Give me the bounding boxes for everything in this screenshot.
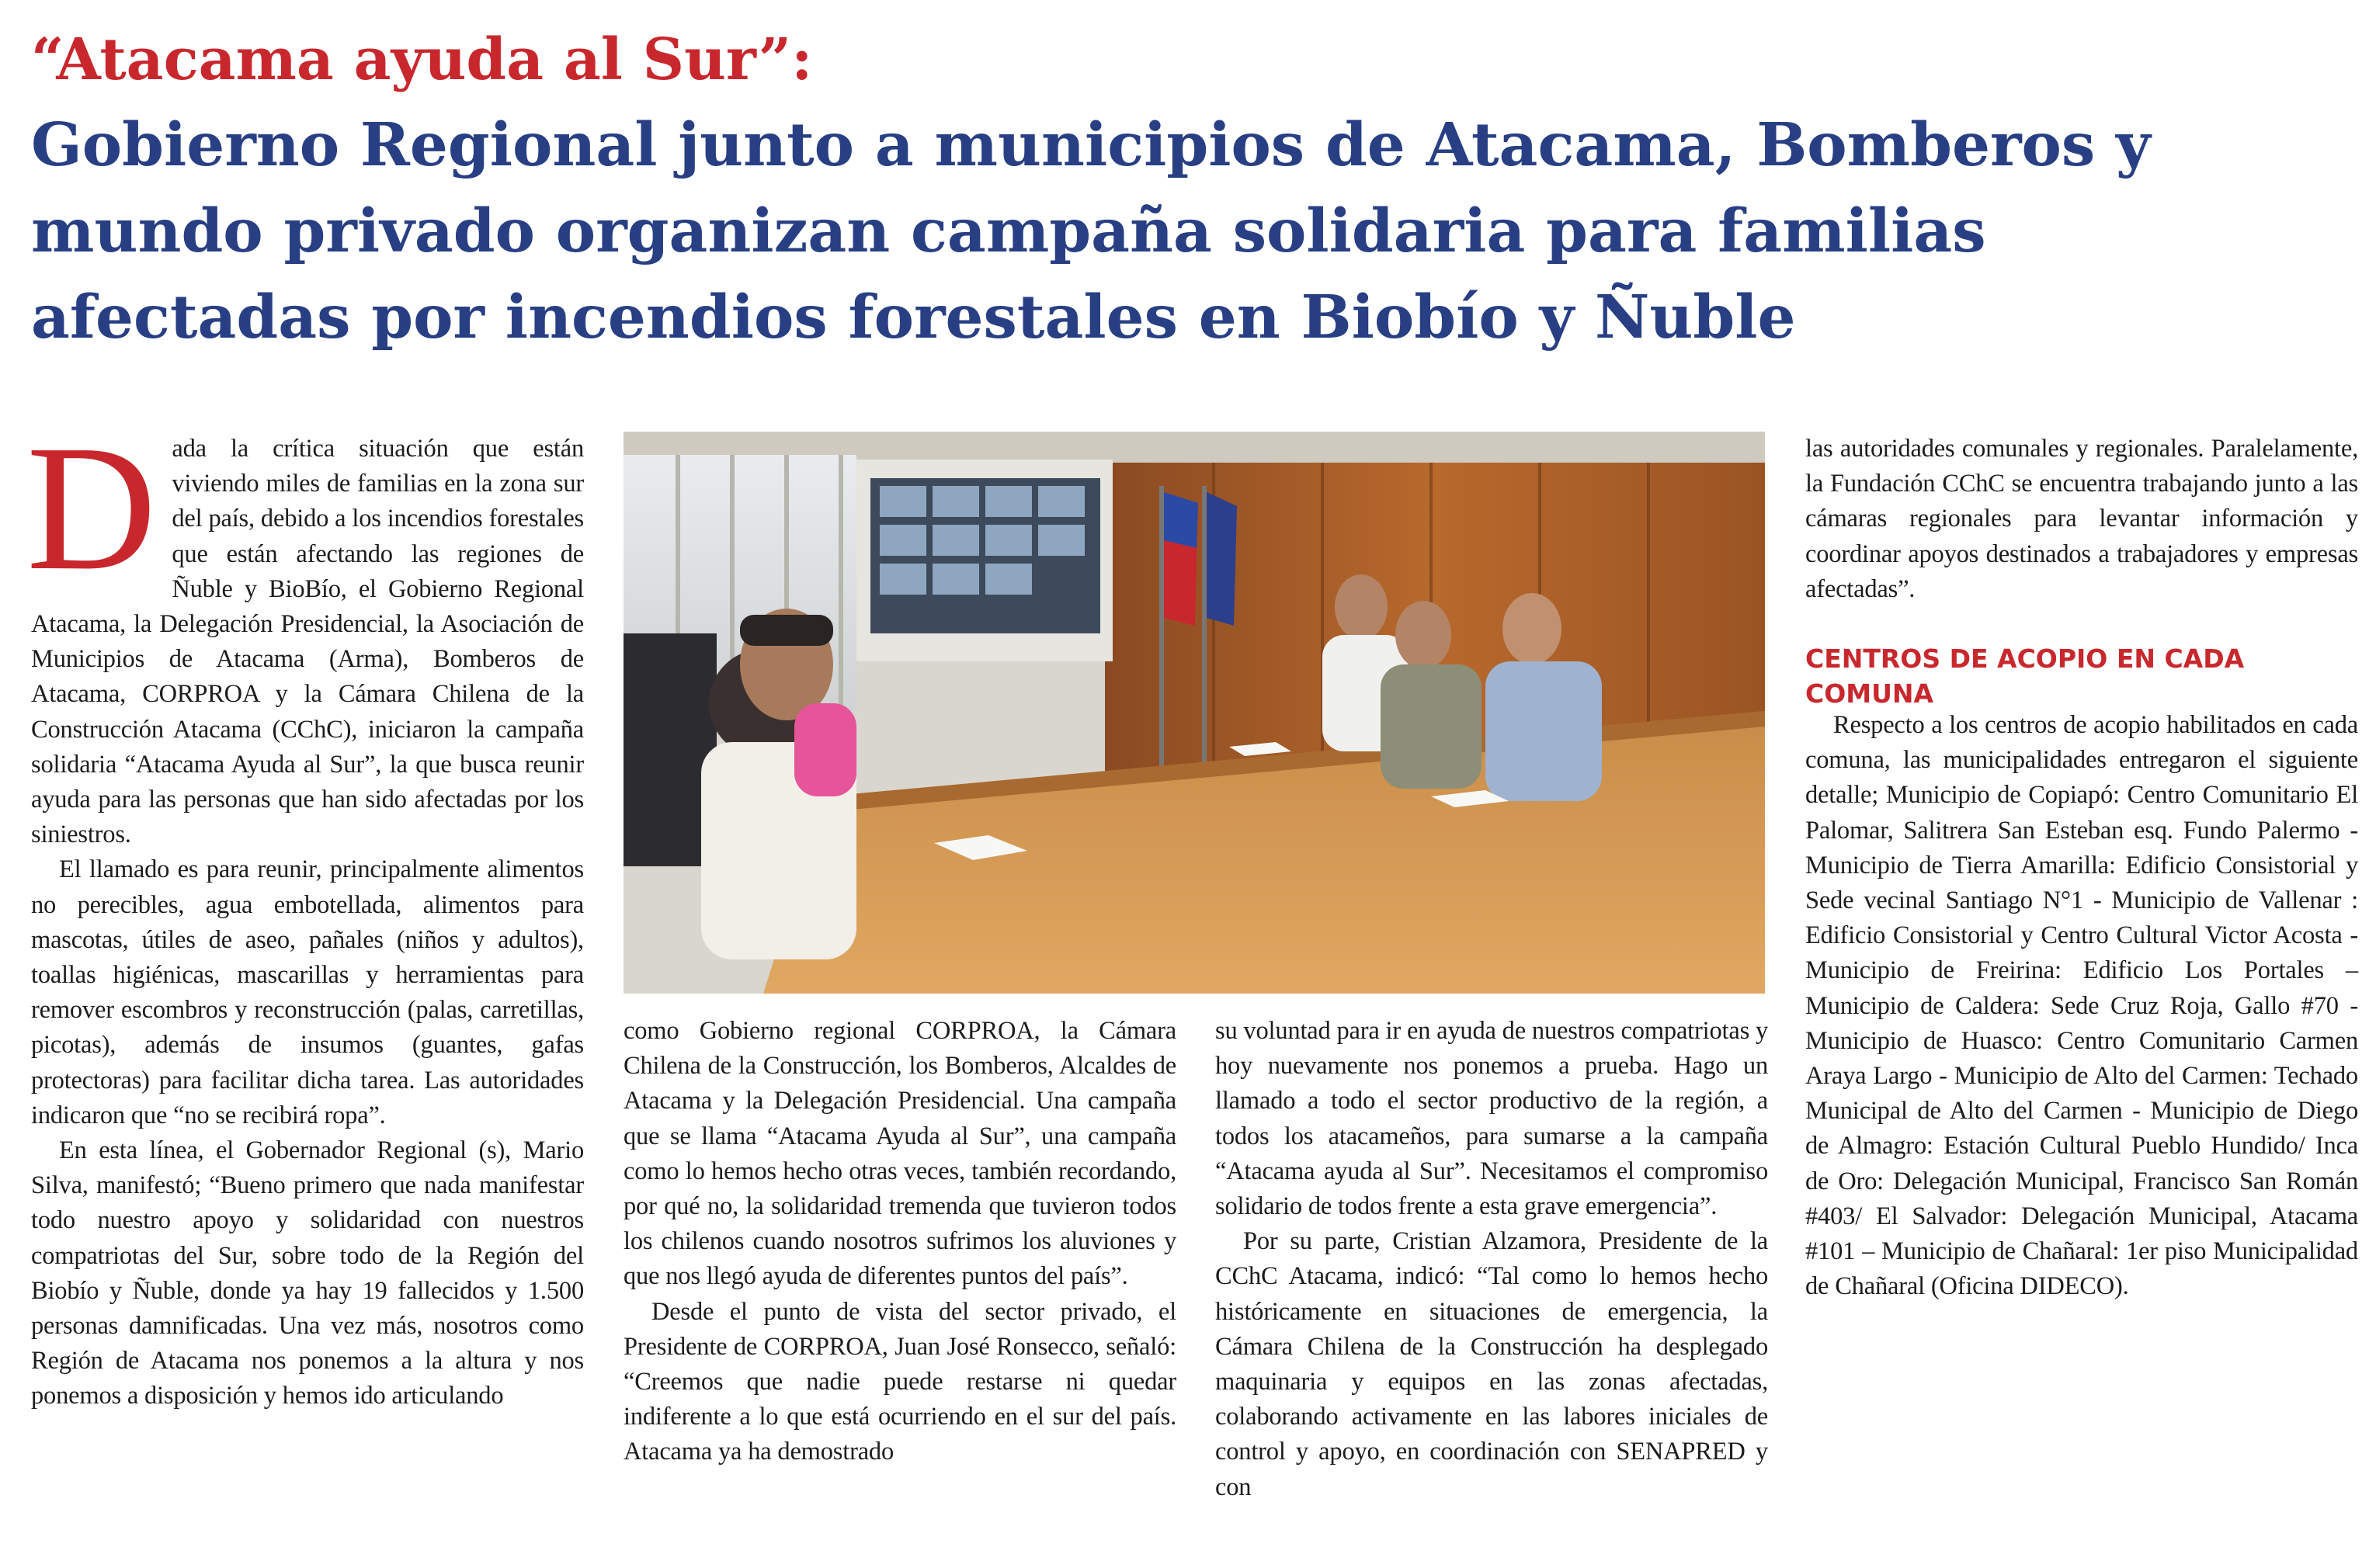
meeting-photo [624,432,1765,994]
cchc-quote-continued: las autoridades comunales y regionales. Paralelamente, la Fundación CChC se encuentra trabajando junto a las cámaras regionales para levantar información y coordinar apoyos destinados a trabajadores y empresas afectadas”. [1805,435,2358,603]
paragraph-collection-centers: Respecto a los centros de acopio habilitados en cada comuna, las municipalidades entregaron el siguiente detalle; Municipio de Copiapó: Centro Comunitario El Palomar, Salitrera San Esteban esq. Fundo Palermo - Municipio de Tierra Amarilla: Edificio Consistorial y Sede vecinal Santiago N°1 - Municipio de Vallenar : Edificio Consistorial y Centro Cultural Victor Acosta - Municipio de Freirina: Edificio Los Portales – Municipio de Caldera: Sede Cruz Roja, Gallo #70 - Municipio de Huasco: Centro Comunitario Carmen Araya Largo - Municipio de Alto del Carmen: Techado Municipal de Alto del Carmen - Municipio de Diego de Almagro: Estación Cultural Pueblo Hundido/ Inca de Oro: Delegación Municipal, Francisco San Román #403/ El Salvador: Delegación Municipal, Atacama #101 – Municipio de Chañaral: 1er piso Municipalidad de Chañaral (Oficina DIDECO). [1805,711,2358,1301]
governor-quote-continued: como Gobierno regional CORPROA, la Cámara Chilena de la Construcción, los Bomberos, Alcaldes de Atacama y la Delegación Presidencial. Una campaña que se llama “Atacama Ayuda al Sur”, una campaña como lo hemos hecho otras veces, también recordando, por qué no, la solidaridad tremenda que tuvieron todos los chilenos cuando nosotros sufrimos los aluviones y que nos llegó ayuda de diferentes puntos del país”. [624,1017,1176,1291]
column-3 [1215,1014,1768,1505]
column-4 [1805,432,2358,607]
article-kicker: “Atacama ayuda al Sur”: [31,26,813,93]
column-4-collection-centers [1805,708,2358,1304]
corproa-quote-continued: su voluntad para ir en ayuda de nuestros compatriotas y hoy nuevamente nos ponemos a prueba. Hago un llamado a todo el sector productivo de la región, a todos los atacameños, para sumarse a la campaña “Atacama ayuda al Sur”. Necesitamos el compromiso solidario de todos frente a esta grave emergencia”. [1215,1017,1768,1221]
section-subhead: CENTROS DE ACOPIO EN CADA COMUNA [1805,644,2245,709]
paragraph-corproa-quote: Desde el punto de vista del sector privado, el Presidente de CORPROA, Juan José Ronsecco, señaló: “Creemos que nadie puede restarse ni quedar indiferente a lo que está ocurriendo en el sur del país. Atacama ya ha demostrado [624,1297,1176,1466]
lead-paragraph [26,408,584,852]
paragraph-supplies: El llamado es para reunir, principalmente alimentos no perecibles, agua embotellada, alimentos para mascotas, útiles de aseo, pañales (niños y adultos), toallas higiénicas, mascarillas y herramientas para remover escombros y reconstrucción (palas, carretillas, picotas), además de insumos (guantes, gafas protectoras) para facilitar dicha tarea. Las autoridades indicaron que “no se recibirá ropa”. [31,855,584,1129]
article-headline: Gobierno Regional junto a municipios de Atacama, Bomberos y mundo privado organizan campaña solidaria para familias afectadas por incendios forestales en Biobío y Ñuble [31,110,2151,352]
column-1 [26,408,584,1414]
drop-cap: D [26,408,157,608]
column-2 [624,1014,1176,1470]
lead-paragraph-text: ada la crítica situación que están viviendo miles de familias en la zona sur del país, debido a los incendios forestales que están afectando las regiones de Ñuble y BioBío, el Gobierno Regional Atacama, la Delegación Presidencial, la Asociación de Municipios de Atacama (Arma), Bomberos de Atacama, CORPROA y la Cámara Chilena de la Construcción Atacama (CChC), iniciaron la campaña solidaria “Atacama Ayuda al Sur”, la que busca reunir ayuda para las personas que han sido afectadas por los siniestros. [31,435,584,849]
paragraph-governor-quote: En esta línea, el Gobernador Regional (s), Mario Silva, manifestó; “Bueno primero que nada manifestar todo nuestro apoyo y solidaridad con nuestros compatriotas del Sur, sobre todo de la Región del Biobío y Ñuble, donde ya hay 19 fallecidos y 1.500 personas damnificadas. Una vez más, nosotros como Región de Atacama nos ponemos a la altura y nos ponemos a disposición y hemos ido articulando [31,1136,584,1410]
paragraph-cchc-quote: Por su parte, Cristian Alzamora, Presidente de la CChC Atacama, indicó: “Tal como lo hemos hecho históricamente en situaciones de emergencia, la Cámara Chilena de la Construcción ha desplegado maquinaria y equipos en las zonas afectadas, colaborando activamente en las labores iniciales de control y apoyo, en coordinación con SENAPRED y con [1215,1227,1768,1501]
